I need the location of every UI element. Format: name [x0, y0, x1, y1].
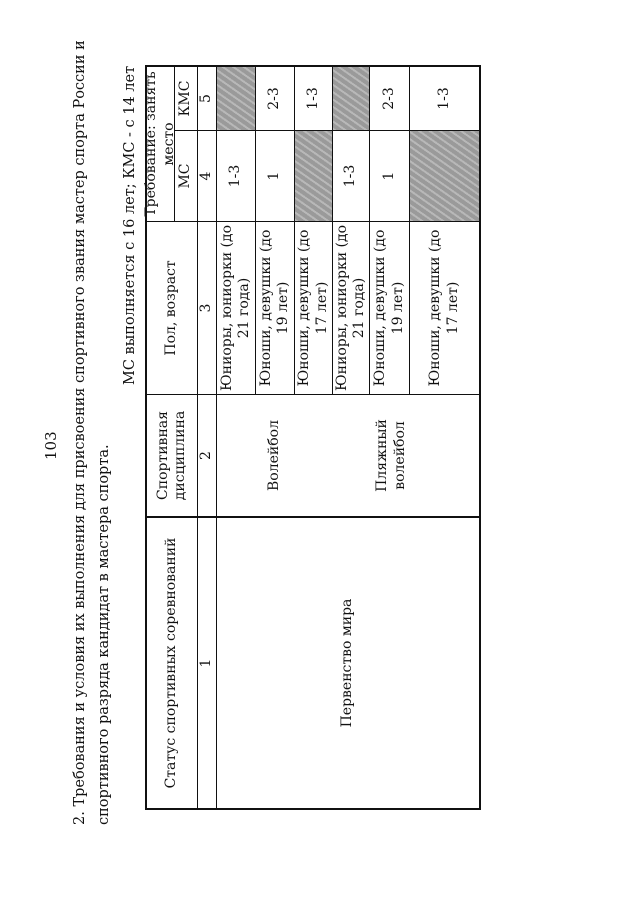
header-discipline: Спортивная дисциплина [147, 395, 197, 518]
table-row-5-sex-age: Юноши, девушки (до 19 лет) [369, 222, 409, 395]
table-row-5-ms: 1 [369, 131, 409, 222]
header-requirement: Требование: занять место [147, 67, 175, 222]
table-row-3-ms-shaded [294, 131, 332, 222]
table-row-6-kms: 1-3 [409, 67, 479, 131]
col-number-1: 1 [197, 518, 217, 808]
table-row-6-ms-shaded [409, 131, 479, 222]
table-row-4-sex-age: Юниоры, юниорки (до 21 года) [332, 222, 369, 395]
table-row-1-sex-age: Юниоры, юниорки (до 21 года) [217, 222, 255, 395]
header-kms: КМС [175, 67, 197, 131]
col-number-4: 4 [197, 131, 217, 222]
header-ms: МС [175, 131, 197, 222]
section-heading-line-1: 2. Требования и условия их выполнения для присвоения спортивного звания мастер спорта России и [72, 40, 88, 825]
requirements-table [145, 65, 481, 810]
section-heading-line-2: спортивного разряда кандидат в мастера спорта. [96, 444, 112, 825]
table-row-3-kms: 1-3 [294, 67, 332, 131]
table-row-1-kms-shaded [217, 67, 255, 131]
table-row-1-ms: 1-3 [217, 131, 255, 222]
table-row-6-sex-age: Юноши, девушки (до 17 лет) [409, 222, 479, 395]
age-requirement-note: МС выполняется с 16 лет; КМС - с 14 лет [122, 65, 138, 385]
col-number-3: 3 [197, 222, 217, 395]
table-row-2-kms: 2-3 [255, 67, 294, 131]
col-number-5: 5 [197, 67, 217, 131]
status-cell: Первенство мира [339, 598, 356, 728]
table-row-5-kms: 2-3 [369, 67, 409, 131]
table-row-2-sex-age: Юноши, девушки (до 19 лет) [255, 222, 294, 395]
col-number-2: 2 [197, 395, 217, 518]
header-status: Статус спортивных соревнований [163, 537, 180, 789]
table-row-3-sex-age: Юноши, девушки (до 17 лет) [294, 222, 332, 395]
discipline-beach-volleyball: Пляжный волейбол [332, 395, 479, 518]
header-sex-age: Пол, возраст [147, 222, 197, 395]
table-row-4-kms-shaded [332, 67, 369, 131]
table-row-4-ms: 1-3 [332, 131, 369, 222]
table-row-2-ms: 1 [255, 131, 294, 222]
page-number: 103 [42, 431, 60, 460]
discipline-volleyball: Волейбол [217, 395, 332, 518]
